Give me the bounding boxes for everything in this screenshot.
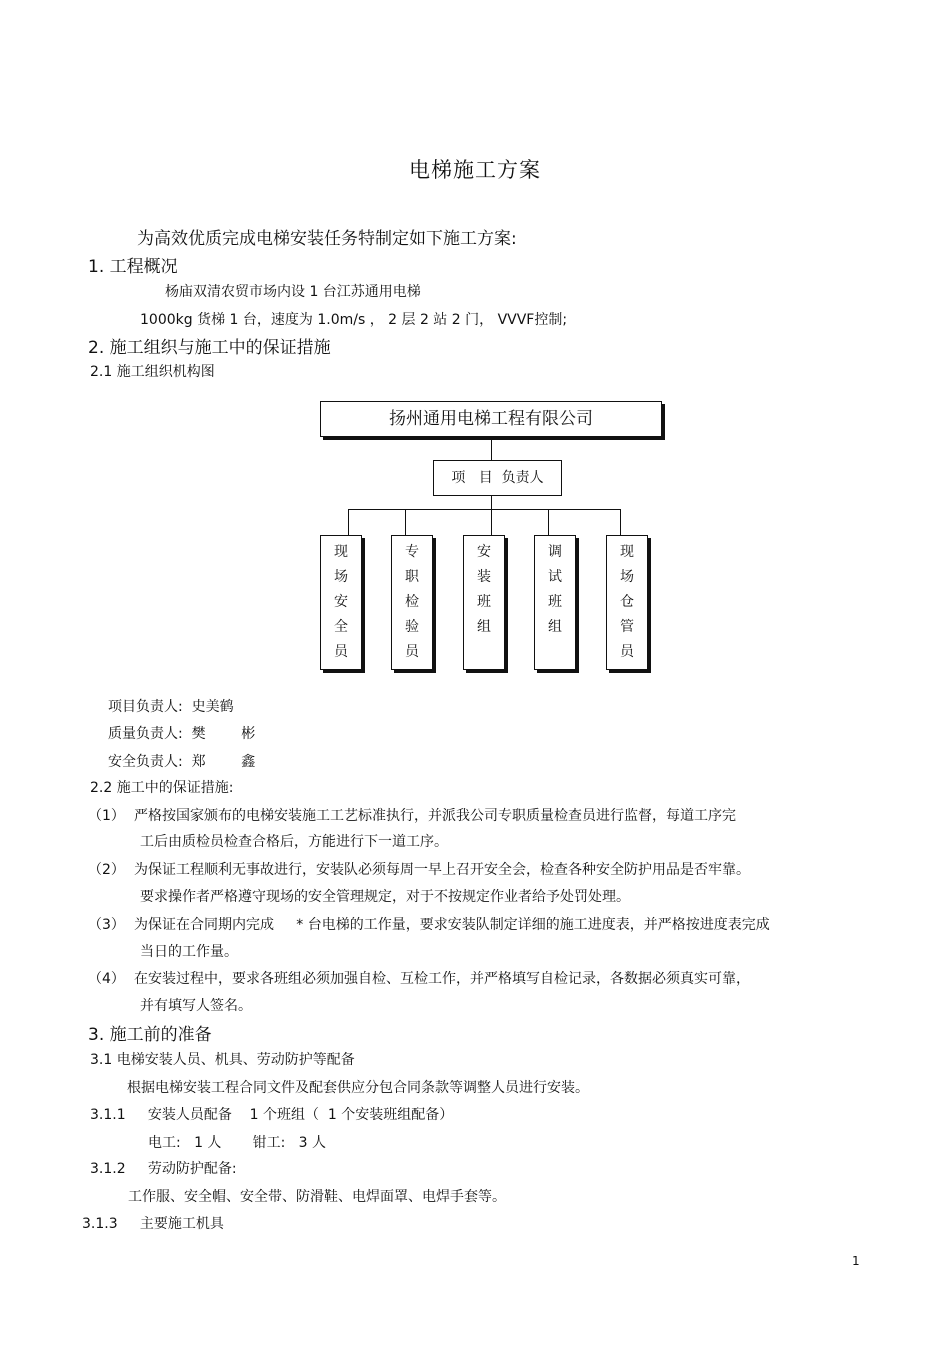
project-line-2: 1000kg 货梯 1 台，速度为 1.0m/s ， 2 层 2 站 2 门， VVVF控制; [140,312,568,328]
org-leaf-char: 班 [548,594,562,610]
org-leaf-char: 现 [334,544,348,560]
org-leaf-char: 场 [334,569,348,585]
section-1-heading: 1. 工程概况 [88,257,178,277]
org-connector [405,509,406,535]
subsection-3-1-1-heading: 3.1.1 安装人员配备 1 个班组（ 1 个安装班组配备） [90,1107,454,1123]
org-manager-box [433,460,562,496]
org-connector [548,509,549,535]
org-top-box [320,401,662,437]
subsection-3-1-2-heading: 3.1.2 劳动防护配备: [90,1161,237,1177]
org-leaf-char: 全 [334,619,348,635]
org-leaf-char: 验 [405,619,419,635]
org-connector [491,496,492,509]
subsection-3-1-1-text: 电工: 1 人 钳工: 3 人 [148,1135,327,1151]
org-connector [491,509,492,535]
item-4-line-1: 在安装过程中，要求各班组必须加强自检、互检工作，并严格填写自检记录，各数据必须真实可靠， [134,971,750,987]
org-connector [348,509,349,535]
item-3-line-2: 当日的工作量。 [140,944,238,960]
item-4-number: （4） [88,971,125,987]
org-branch-line [348,509,621,510]
org-leaf-char: 调 [548,544,562,560]
item-1-line-1: 严格按国家颁布的电梯安装施工工艺标准执行，并派我公司专职质量检查员进行监督，每道工序完 [134,808,736,824]
item-1-line-2: 工后由质检员检查合格后，方能进行下一道工序。 [140,834,448,850]
org-leaf-char: 员 [405,644,419,660]
section-3-heading: 3. 施工前的准备 [88,1025,212,1045]
item-1-number: （1） [88,808,125,824]
page-number: 1 [852,1254,860,1268]
org-leaf-char: 场 [620,569,634,585]
safety-manager-line: 安全负责人: 郑 鑫 [108,754,256,770]
org-leaf-install-team [463,535,505,670]
org-leaf-char: 装 [477,569,491,585]
subsection-3-1-text: 根据电梯安装工程合同文件及配套供应分包合同条款等调整人员进行安装。 [127,1080,589,1096]
org-leaf-char: 安 [334,594,348,610]
org-manager-label: 项 目 负责人 [451,470,544,486]
intro-text: 为高效优质完成电梯安装任务特制定如下施工方案: [137,229,517,249]
subsection-3-1-3-heading: 3.1.3 主要施工机具 [82,1216,224,1232]
org-leaf-inspector [391,535,433,670]
org-leaf-char: 仓 [620,594,634,610]
quality-manager-line: 质量负责人: 樊 彬 [108,726,256,742]
org-leaf-char: 管 [620,619,634,635]
org-leaf-char: 现 [620,544,634,560]
project-manager-line: 项目负责人: 史美鹤 [108,699,234,715]
org-company-name: 扬州通用电梯工程有限公司 [389,409,593,429]
item-2-line-1: 为保证工程顺利无事故进行，安装队必须每周一早上召开安全会，检查各种安全防护用品是否牢靠。 [134,862,750,878]
subsection-3-1-2-text: 工作服、安全帽、安全带、防滑鞋、电焊面罩、电焊手套等。 [128,1189,506,1205]
subsection-2-2-heading: 2.2 施工中的保证措施: [90,780,234,796]
org-leaf-char: 职 [405,569,419,585]
org-leaf-site-safety [320,535,362,670]
item-3-number: （3） [88,917,125,933]
org-leaf-warehouse [606,535,648,670]
org-leaf-char: 专 [405,544,419,560]
org-leaf-char: 安 [477,544,491,560]
org-leaf-debug-team [534,535,576,670]
section-2-heading: 2. 施工组织与施工中的保证措施 [88,338,331,358]
org-leaf-char: 试 [548,569,562,585]
org-connector [620,509,621,535]
subsection-3-1-heading: 3.1 电梯安装人员、机具、劳动防护等配备 [90,1052,355,1068]
org-leaf-char: 班 [477,594,491,610]
subsection-2-1-heading: 2.1 施工组织机构图 [90,364,215,380]
org-leaf-char: 员 [620,644,634,660]
org-leaf-char: 组 [477,619,491,635]
item-3-line-1: 为保证在合同期内完成 * 台电梯的工作量，要求安装队制定详细的施工进度表，并严格按进度表完成 [134,917,770,933]
item-4-line-2: 并有填写人签名。 [140,998,252,1014]
org-leaf-char: 组 [548,619,562,635]
page-title: 电梯施工方案 [409,158,541,182]
item-2-number: （2） [88,862,125,878]
item-2-line-2: 要求操作者严格遵守现场的安全管理规定，对于不按规定作业者给予处罚处理。 [140,889,630,905]
org-leaf-char: 检 [405,594,419,610]
org-connector [491,437,492,460]
org-leaf-char: 员 [334,644,348,660]
project-line-1: 杨庙双清农贸市场内设 1 台江苏通用电梯 [165,284,421,300]
